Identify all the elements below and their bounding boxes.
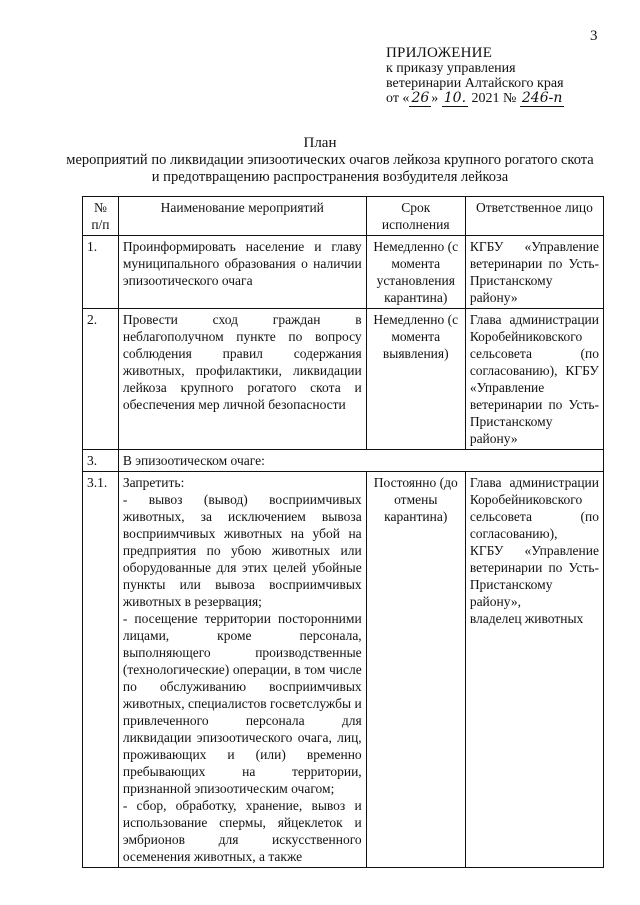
header-term: Срок исполнения [366, 197, 465, 236]
row-name: Проинформировать население и главу муниципального образования о наличии эпизоотического очага [118, 236, 366, 309]
prohibit-heading: Запретить: [122, 475, 185, 490]
row-term: Немедленно (с момента установления карантина) [366, 236, 465, 309]
row-responsible [465, 472, 603, 868]
row-num: 3. [83, 450, 119, 472]
responsible-veterinary: КГБУ «Управление ветеринарии по Усть-Пристанскому району», [469, 543, 599, 609]
row-num: 2. [83, 309, 119, 450]
row-section-heading: В эпизоотическом очаге: [118, 450, 603, 472]
plan-title: План [303, 135, 337, 151]
table-row [83, 450, 604, 472]
prohibit-item-territory-access: - посещение территории посторонними лицами, кроме персонала, выполняющего производственные (технологические) операции, в том числе по обслуживанию восприимчивых животных, специалистов госветслужбы и привлеченного персонала для ликвидации эпизоотического очага, лиц, проживающих и (или) временно пребывающих на территории, признанной эпизоотическим очагом; [122, 611, 362, 796]
date-prefix: от « [386, 91, 410, 106]
date-month-handwritten: 10. [443, 90, 467, 106]
responsible-owner: владелец животных [469, 611, 584, 626]
prohibit-item-animal-export: - вывоз (вывод) восприимчивых животных, за исключением вывоза восприимчивых животных на убой на предприятия по убою животных или оборудованные для этих целей убойные пункты или вывоза восприимчивых животных в резервация; [122, 492, 362, 609]
responsible-administration: Глава администрации Коробейниковского сельсовета (по согласованию), [469, 475, 599, 541]
row-name: Провести сход граждан в неблагополучном пункте по вопросу соблюдения правил содержания животных, профилактики, ликвидации лейкоза крупного рогатого скота и обеспечения мер личной безопасности [118, 309, 366, 450]
prohibit-item-semen-collection: - сбор, обработку, хранение, вывоз и использование спермы, яйцеклеток и эмбрионов для искусственного осеменения животных, а также [122, 798, 362, 864]
plan-subtitle [60, 152, 600, 186]
date-mid: » [431, 91, 442, 106]
header-name: Наименование мероприятий [118, 197, 366, 236]
appendix-line-order: к приказу управления [386, 61, 516, 76]
row-num: 3.1. [83, 472, 119, 868]
appendix-title: ПРИЛОЖЕНИЕ [386, 45, 493, 61]
row-name [118, 472, 366, 868]
table-row [83, 309, 604, 450]
row-term: Постоянно (до отмены карантина) [366, 472, 465, 868]
date-day-handwritten: 26 [411, 90, 430, 106]
page-number: 3 [590, 28, 598, 44]
table-row [83, 236, 604, 309]
plan-subtitle-line-1: мероприятий по ликвидации эпизоотических очагов лейкоза крупного рогатого скота [66, 152, 594, 168]
measures-table [82, 196, 604, 868]
header-num: № п/п [83, 197, 119, 236]
row-term: Немедленно (с момента выявления) [366, 309, 465, 450]
appendix-line-department: ветеринарии Алтайского края [386, 76, 564, 91]
plan-subtitle-line-2: и предотвращению распространения возбудителя лейкоза [151, 169, 509, 185]
order-number-handwritten: 246-п [521, 90, 563, 106]
appendix-block [386, 46, 564, 106]
table-row [83, 472, 604, 868]
row-responsible: КГБУ «Управление ветеринарии по Усть-Пристанскому району» [465, 236, 603, 309]
appendix-date-line [386, 91, 564, 106]
table-header-row [83, 197, 604, 236]
date-year: 2021 № [468, 91, 520, 106]
row-num: 1. [83, 236, 119, 309]
header-responsible: Ответственное лицо [465, 197, 603, 236]
row-responsible: Глава администрации Коробейниковского сельсовета (по согласованию), КГБУ «Управление ветеринарии по Усть-Пристанскому району» [465, 309, 603, 450]
